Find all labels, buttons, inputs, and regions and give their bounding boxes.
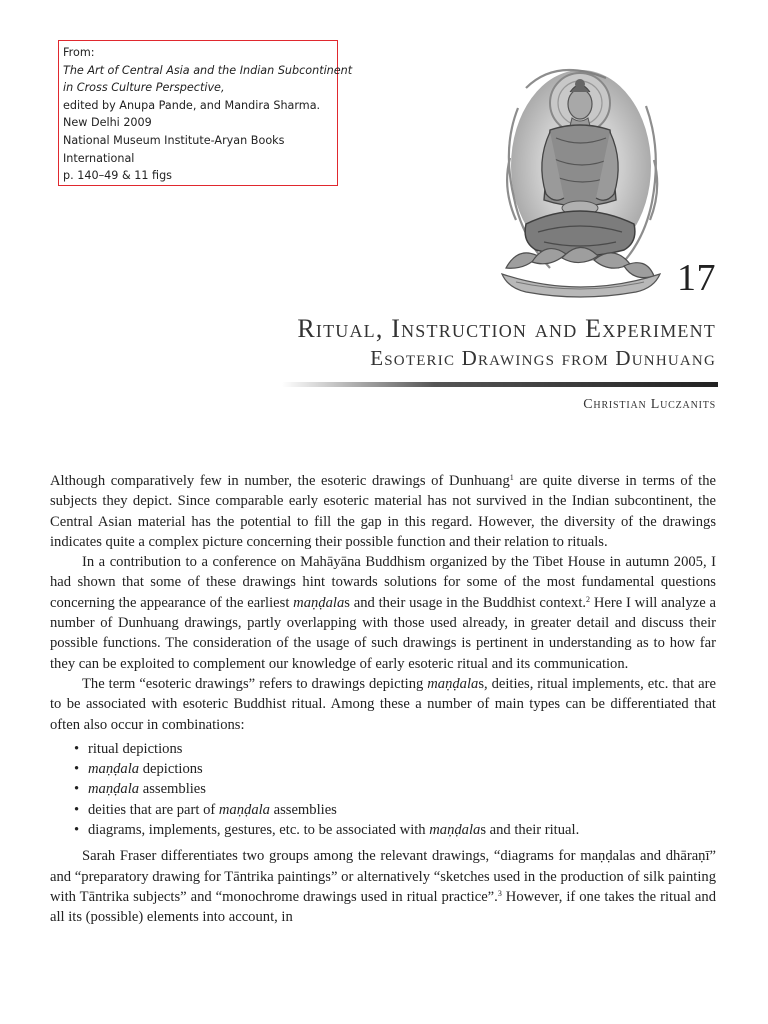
citation-book-title-line1: The Art of Central Asia and the Indian Subcontinent xyxy=(63,63,353,77)
paragraph-2-text-b: s and their usage in the Buddhist context. xyxy=(344,594,587,611)
citation-book-title-line2: in Cross Culture Perspective, xyxy=(63,81,225,95)
author-name: Christian Luczanits xyxy=(583,397,716,412)
paragraph-1-text-b: are quite diverse in terms of the subjects they depict. Since comparable early esoteric material has not survived in the Indian subcontinent, the Central Asian material has the potential to fill the gap in this regard. However, the diversity of the drawings indicates quite a complex picture concerning their possible function and their relation to rituals. xyxy=(50,473,717,550)
drawing-types-list xyxy=(50,739,716,840)
list-item-text: depictions xyxy=(139,761,203,778)
source-citation-box xyxy=(58,40,353,186)
paragraph-1-text-a: Although comparatively few in number, the esoteric drawings of Dunhuang xyxy=(50,473,510,489)
paragraph-3-term: maṇḍala xyxy=(427,675,479,692)
list-item xyxy=(74,820,716,840)
paragraph-2-text-a: In a contribution to a conference on Mahāyāna Buddhism organized by the Tibet House in autumn 2005, I had shown that some of these drawings hint towards solutions for some of the most fundamental questions concerning the appearance of the earliest xyxy=(50,554,716,611)
list-item-term: maṇḍala xyxy=(218,801,270,818)
list-item-text: ritual depictions xyxy=(88,740,183,757)
paragraph-4-text-b: However, if one takes the ritual and all its (possible) elements into account, in xyxy=(50,888,716,926)
list-item-text-end: assemblies xyxy=(269,801,337,818)
list-item xyxy=(74,779,716,799)
citation-place-year: New Delhi 2009 xyxy=(63,116,152,130)
list-item-text: deities that are part of xyxy=(88,801,219,818)
footnote-marker-1[interactable]: 1 xyxy=(509,473,514,482)
citation-publisher-line2: International xyxy=(63,151,135,165)
chapter-number: 17 xyxy=(677,257,716,299)
paragraph-4 xyxy=(50,846,716,927)
list-item-term: maṇḍala xyxy=(88,781,140,798)
citation-pages: p. 140–49 & 11 figs xyxy=(63,169,173,183)
citation-editors: edited by Anupa Pande, and Mandira Sharma. xyxy=(63,98,321,112)
list-item xyxy=(74,759,716,779)
footnote-marker-3[interactable]: 3 xyxy=(497,888,502,898)
chapter-title: Ritual, Instruction and Experiment xyxy=(297,314,716,343)
citation-from: From: xyxy=(63,46,95,59)
paragraph-2 xyxy=(50,552,716,674)
paragraph-2-term: maṇḍala xyxy=(293,594,345,611)
list-item-text: assemblies xyxy=(139,781,206,798)
list-item-text: diagrams, implements, gestures, etc. to be associated with xyxy=(88,822,430,839)
paragraph-2-text-c: Here I will analyze a number of Dunhuang drawings, partly overlapping with those used already, in greater detail and discuss their possible functions. The consideration of the usage of such drawings is pertinent in understanding as to how far they can be exploited to complement our knowledge of early esoteric ritual and its communication. xyxy=(50,594,716,672)
paragraph-1 xyxy=(50,471,716,552)
list-item xyxy=(74,800,716,820)
citation-publisher-line1: National Museum Institute-Aryan Books xyxy=(63,133,285,147)
chapter-subtitle: Esoteric Drawings from Dunhuang xyxy=(370,346,716,370)
list-item-term: maṇḍala xyxy=(429,822,481,839)
list-item-term: maṇḍala xyxy=(88,761,140,778)
paragraph-3-text-a: The term “esoteric drawings” refers to drawings depicting xyxy=(82,675,428,692)
paragraph-4-text-a: Sarah Fraser differentiates two groups among the relevant drawings, “diagrams for maṇḍalas and dhāraṇī” and “preparatory drawing for Tāntrika paintings” or alternatively “sketches used in the production of silk painting with Tāntrika subjects” and “monochrome drawings used in ritual practice”. xyxy=(50,848,716,905)
list-item xyxy=(74,739,716,759)
seated-buddha-drawing-icon xyxy=(486,48,672,302)
paragraph-3-text-b: s, deities, ritual implements, etc. that are to be associated with esoteric Buddhist ritual. Among these a number of main types can be differentiated that often also occur in combinations: xyxy=(50,675,717,733)
list-item-text-end: s and their ritual. xyxy=(480,822,580,839)
body-text xyxy=(50,471,716,928)
footnote-marker-2[interactable]: 2 xyxy=(586,594,591,604)
title-rule xyxy=(282,382,718,387)
paragraph-3 xyxy=(50,674,716,735)
